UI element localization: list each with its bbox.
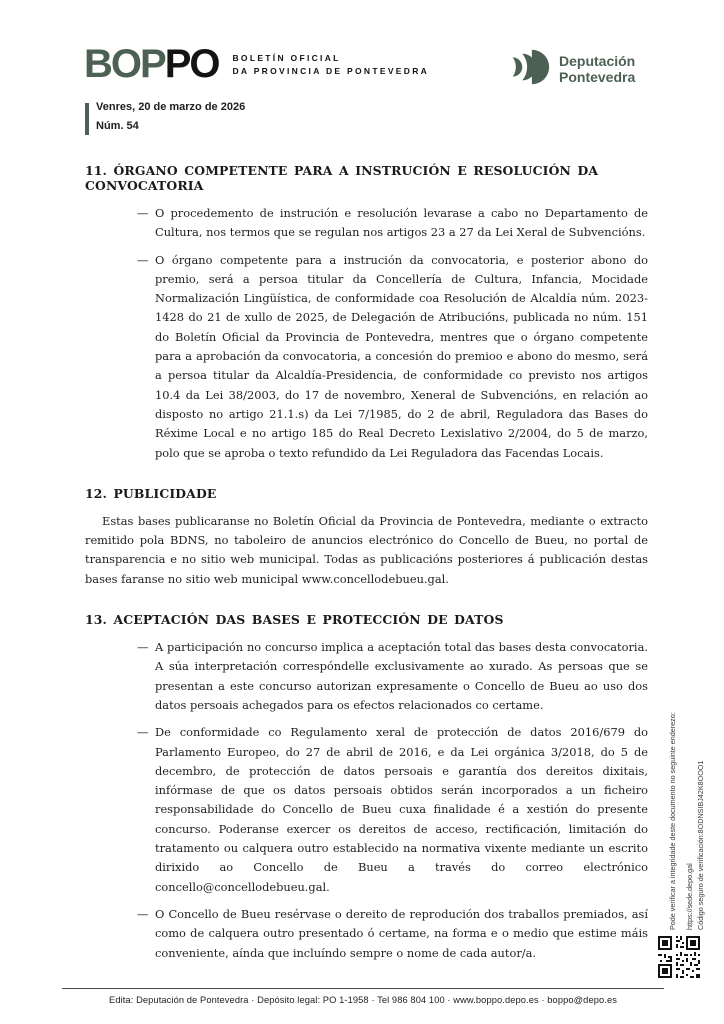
issue-number: Núm. 54 bbox=[96, 120, 139, 132]
bullet-text: De conformidade co Regulamento xeral de protección de datos 2016/679 do Parlamento Europeo, do 27 de abril de 2016, e da Lei orgánica 3/2018, do 5 de decembro, de protección de datos persoais e garantía dos dereitos dixitais, infórmase de que os datos persoais obtidos serán incorporados a un ficheiro responsabilidade do Concello de Bueu cuxa finalidade é a xestión do presente concurso. Poderanse exercer os dereitos de acceso, rectificación, limitación do tratamento ou calquera outro establecido na normativa vixente mediante un escrito dirixido ao Concello de Bueu a través do correo electrónico concello@concellodebueu.gal. bbox=[155, 725, 648, 894]
bullet-text: O Concello de Bueu resérvase o dereito de reprodución dos traballos premiados, así como de calquera outro presentado ó certame, na forma e o medio que estime máis conveniente, aínda que incluíndo sempre o nome de cada autor/a. bbox=[155, 906, 648, 960]
bullet-dash: — bbox=[137, 725, 149, 740]
issue-date: Venres, 20 de marzo de 2026 bbox=[96, 101, 246, 113]
issue-info bbox=[85, 101, 245, 133]
green-accent-bar bbox=[85, 103, 89, 135]
list-item bbox=[85, 905, 648, 963]
list-item bbox=[85, 204, 648, 243]
list-item bbox=[85, 251, 648, 463]
bulletin-subtitle-line2: DA PROVINCIA DE PONTEVEDRA bbox=[232, 66, 430, 76]
list-item bbox=[85, 638, 648, 715]
bullet-dash: — bbox=[137, 640, 149, 655]
verification-strip bbox=[668, 692, 706, 930]
list-item bbox=[85, 723, 648, 897]
section-12-heading: 12. PUBLICIDADE bbox=[85, 485, 217, 501]
section-13 bbox=[85, 612, 648, 963]
verification-url: https://sede.depo.gal bbox=[685, 863, 694, 930]
bulletin-subtitle-line1: BOLETÍN OFICIAL bbox=[232, 53, 341, 63]
boppo-logo bbox=[84, 44, 429, 84]
boppo-wordmark-green: BOP bbox=[84, 42, 165, 86]
footer-imprint: Edita: Deputación de Pontevedra · Depósito legal: PO 1-1958 · Tel 986 804 100 · www.boppo.depo.es · boppo@depo.es bbox=[109, 995, 617, 1005]
deputacion-wordmark bbox=[559, 54, 635, 85]
deputacion-wordmark-line2: Pontevedra bbox=[559, 68, 636, 85]
section-13-heading: 13. ACEPTACIÓN DAS BASES E PROTECCIÓN DE DATOS bbox=[85, 612, 504, 628]
bullet-text: O procedemento de instrución e resolución levarase a cabo no Departamento de Cultura, nos termos que se regulan nos artigos 23 a 27 da Lei Xeral de Subvencións. bbox=[155, 206, 648, 240]
deputacion-wordmark-line1: Deputación bbox=[559, 53, 636, 69]
section-11-heading: 11. ÓRGANO COMPETENTE PARA A INSTRUCIÓN E RESOLUCIÓN DA CONVOCATORIA bbox=[85, 163, 599, 193]
boppo-wordmark bbox=[84, 44, 218, 84]
bulletin-subtitle bbox=[232, 52, 429, 78]
boppo-wordmark-black: PO bbox=[164, 42, 219, 86]
qr-code-icon bbox=[656, 934, 702, 985]
document-body bbox=[85, 163, 648, 986]
verification-code: Código seguro de verificación:8ODNSIBJ42K8OOO1 bbox=[696, 760, 705, 930]
section-12-paragraph: Estas bases publicaranse no Boletín Oficial da Provincia de Pontevedra, mediante o extracto remitido pola BDNS, no taboleiro de anuncios electrónico do Concello de Bueu, no portal de transparencia e no sitio web municipal. Todas as publicacións posteriores á publicación destas bases faranse no sitio web municipal www.concellodebueu.gal. bbox=[85, 513, 648, 586]
section-11 bbox=[85, 163, 648, 463]
bullet-dash: — bbox=[137, 252, 149, 267]
deputacion-logo bbox=[506, 47, 635, 92]
bullet-dash: — bbox=[137, 206, 149, 220]
footer-divider bbox=[62, 988, 664, 989]
bullet-text: A participación no concurso implica a aceptación total das bases desta convocatoria. A súa interpretación correspóndelle exclusivamente ao xurado. As persoas que se presentan a este concurso autorizan expresamente o Concello de Bueu ao uso dos datos persoais achegados para os efectos relacionados co certame. bbox=[155, 640, 648, 712]
bullet-text: O órgano competente para a instrución da convocatoria, e posterior abono do premio, será a persoa titular da Concellería de Cultura, Infancia, Mocidade Normalización Lingüística, de conformidade coa Resolución de Alcaldía núm. 2023-1428 do 21 de xullo de 2025, de Delegación de Atribucións, publicada no núm. 151 do Boletín Oficial da Provincia de Pontevedra, mentres que o órgano competente para a aprobación da convocatoria, a concesión do premioo e abono do mesmo, será a persoa titular da Alcaldía-Presidencia, de conformidade co previsto nos artigos 10.4 da Lei 38/2003, do 17 de novembro, Xeneral de Subvencións, en relación ao disposto no artigo 21.1.s) da Lei 7/1985, do 2 de abril, Reguladora das Bases do Réxime Local e no artigo 185 do Real Decreto Lexislativo 2/2004, do 5 de marzo, polo que se aproba o texto refundido da Lei Reguladora das Facendas Locais. bbox=[155, 252, 648, 460]
verification-note: Pode verificar a integridade deste documento no seguinte enderezo: bbox=[668, 712, 677, 930]
deputacion-crescents-icon bbox=[506, 47, 552, 92]
section-12 bbox=[85, 486, 648, 589]
bullet-dash: — bbox=[137, 906, 149, 921]
